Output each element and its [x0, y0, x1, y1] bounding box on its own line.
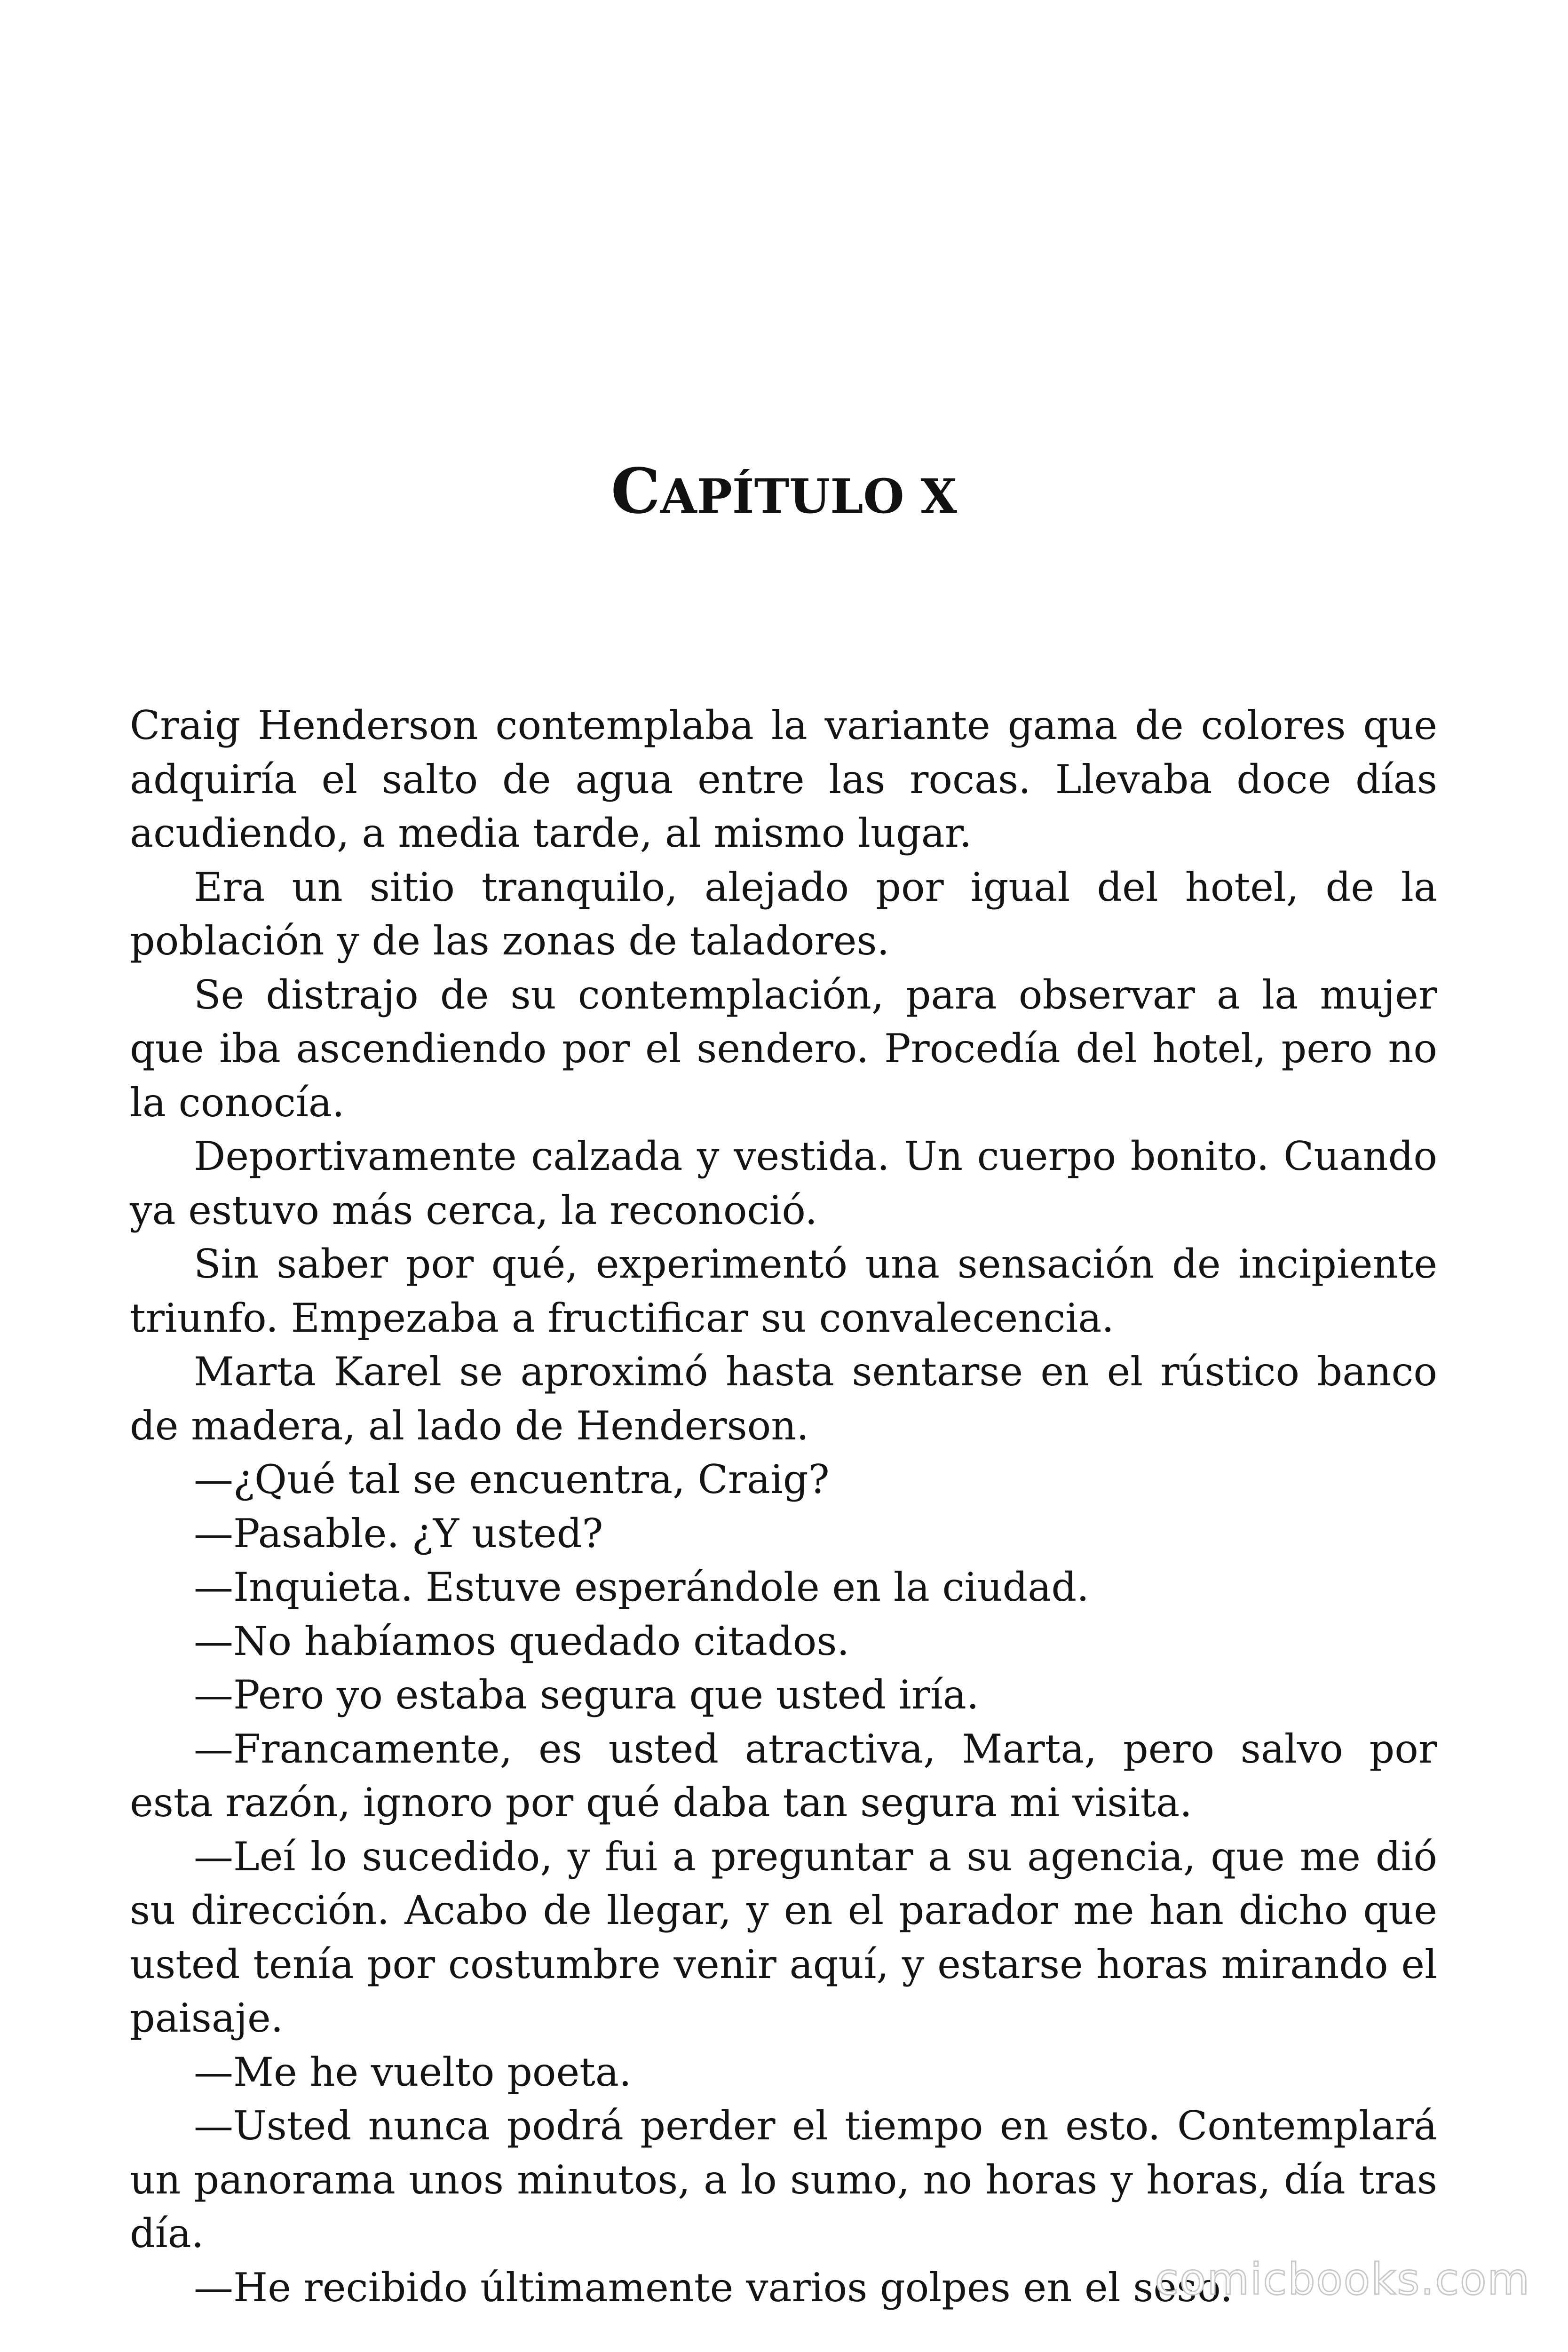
paragraph: Marta Karel se aproximó hasta sentarse en el rústico banco de madera, al lado de Henderson. [130, 1349, 1437, 1449]
dialogue-line: —Usted nunca podrá perder el tiempo en esto. Contemplará un panorama unos minutos, a lo sumo, no horas y horas, día tras día. [130, 2103, 1437, 2257]
chapter-title [0, 455, 1568, 529]
chapter-title-rest: APÍTULO X [660, 469, 958, 524]
dialogue-line: —No habíamos quedado citados. [194, 1618, 850, 1664]
dialogue-line: —Me he vuelto poeta. [194, 2049, 632, 2095]
paragraph: Craig Henderson contemplaba la variante gama de colores que adquiría el salto de agua entre las rocas. Llevaba doce días acudiendo, a media tarde, al mismo lugar. [130, 702, 1437, 856]
dialogue-line: —Leí lo sucedido, y fui a preguntar a su agencia, que me dió su dirección. Acabo de llegar, y en el parador me han dicho que usted tenía por costumbre venir aquí, y estarse horas mirando el paisaje. [130, 1833, 1437, 2041]
paragraph: Era un sitio tranquilo, alejado por igual del hotel, de la población y de las zonas de taladores. [130, 864, 1437, 964]
paragraph: Sin saber por qué, experimentó una sensación de incipiente triunfo. Empezaba a fructificar su convalecencia. [130, 1241, 1437, 1341]
dialogue-line: —Inquieta. Estuve esperándole en la ciudad. [194, 1564, 1089, 1610]
chapter-body [130, 699, 1437, 2314]
dialogue-line: —Pasable. ¿Y usted? [194, 1510, 603, 1557]
dialogue-line: —Francamente, es usted atractiva, Marta, pero salvo por esta razón, ignoro por qué daba tan segura mi visita. [130, 1725, 1437, 1826]
paragraph: Deportivamente calzada y vestida. Un cuerpo bonito. Cuando ya estuvo más cerca, la reconoció. [130, 1133, 1437, 1233]
dialogue-line: —He recibido últimamente varios golpes en el seso. [194, 2264, 1233, 2311]
dialogue-line: —Pero yo estaba segura que usted iría. [194, 1672, 979, 1718]
chapter-title-initial: C [610, 455, 661, 528]
dialogue-line: —¿Qué tal se encuentra, Craig? [194, 1456, 830, 1502]
paragraph: Se distrajo de su contemplación, para observar a la mujer que iba ascendiendo por el sendero. Procedía del hotel, pero no la conocía. [130, 971, 1437, 1126]
watermark: comicbooks.com [1155, 2254, 1530, 2304]
